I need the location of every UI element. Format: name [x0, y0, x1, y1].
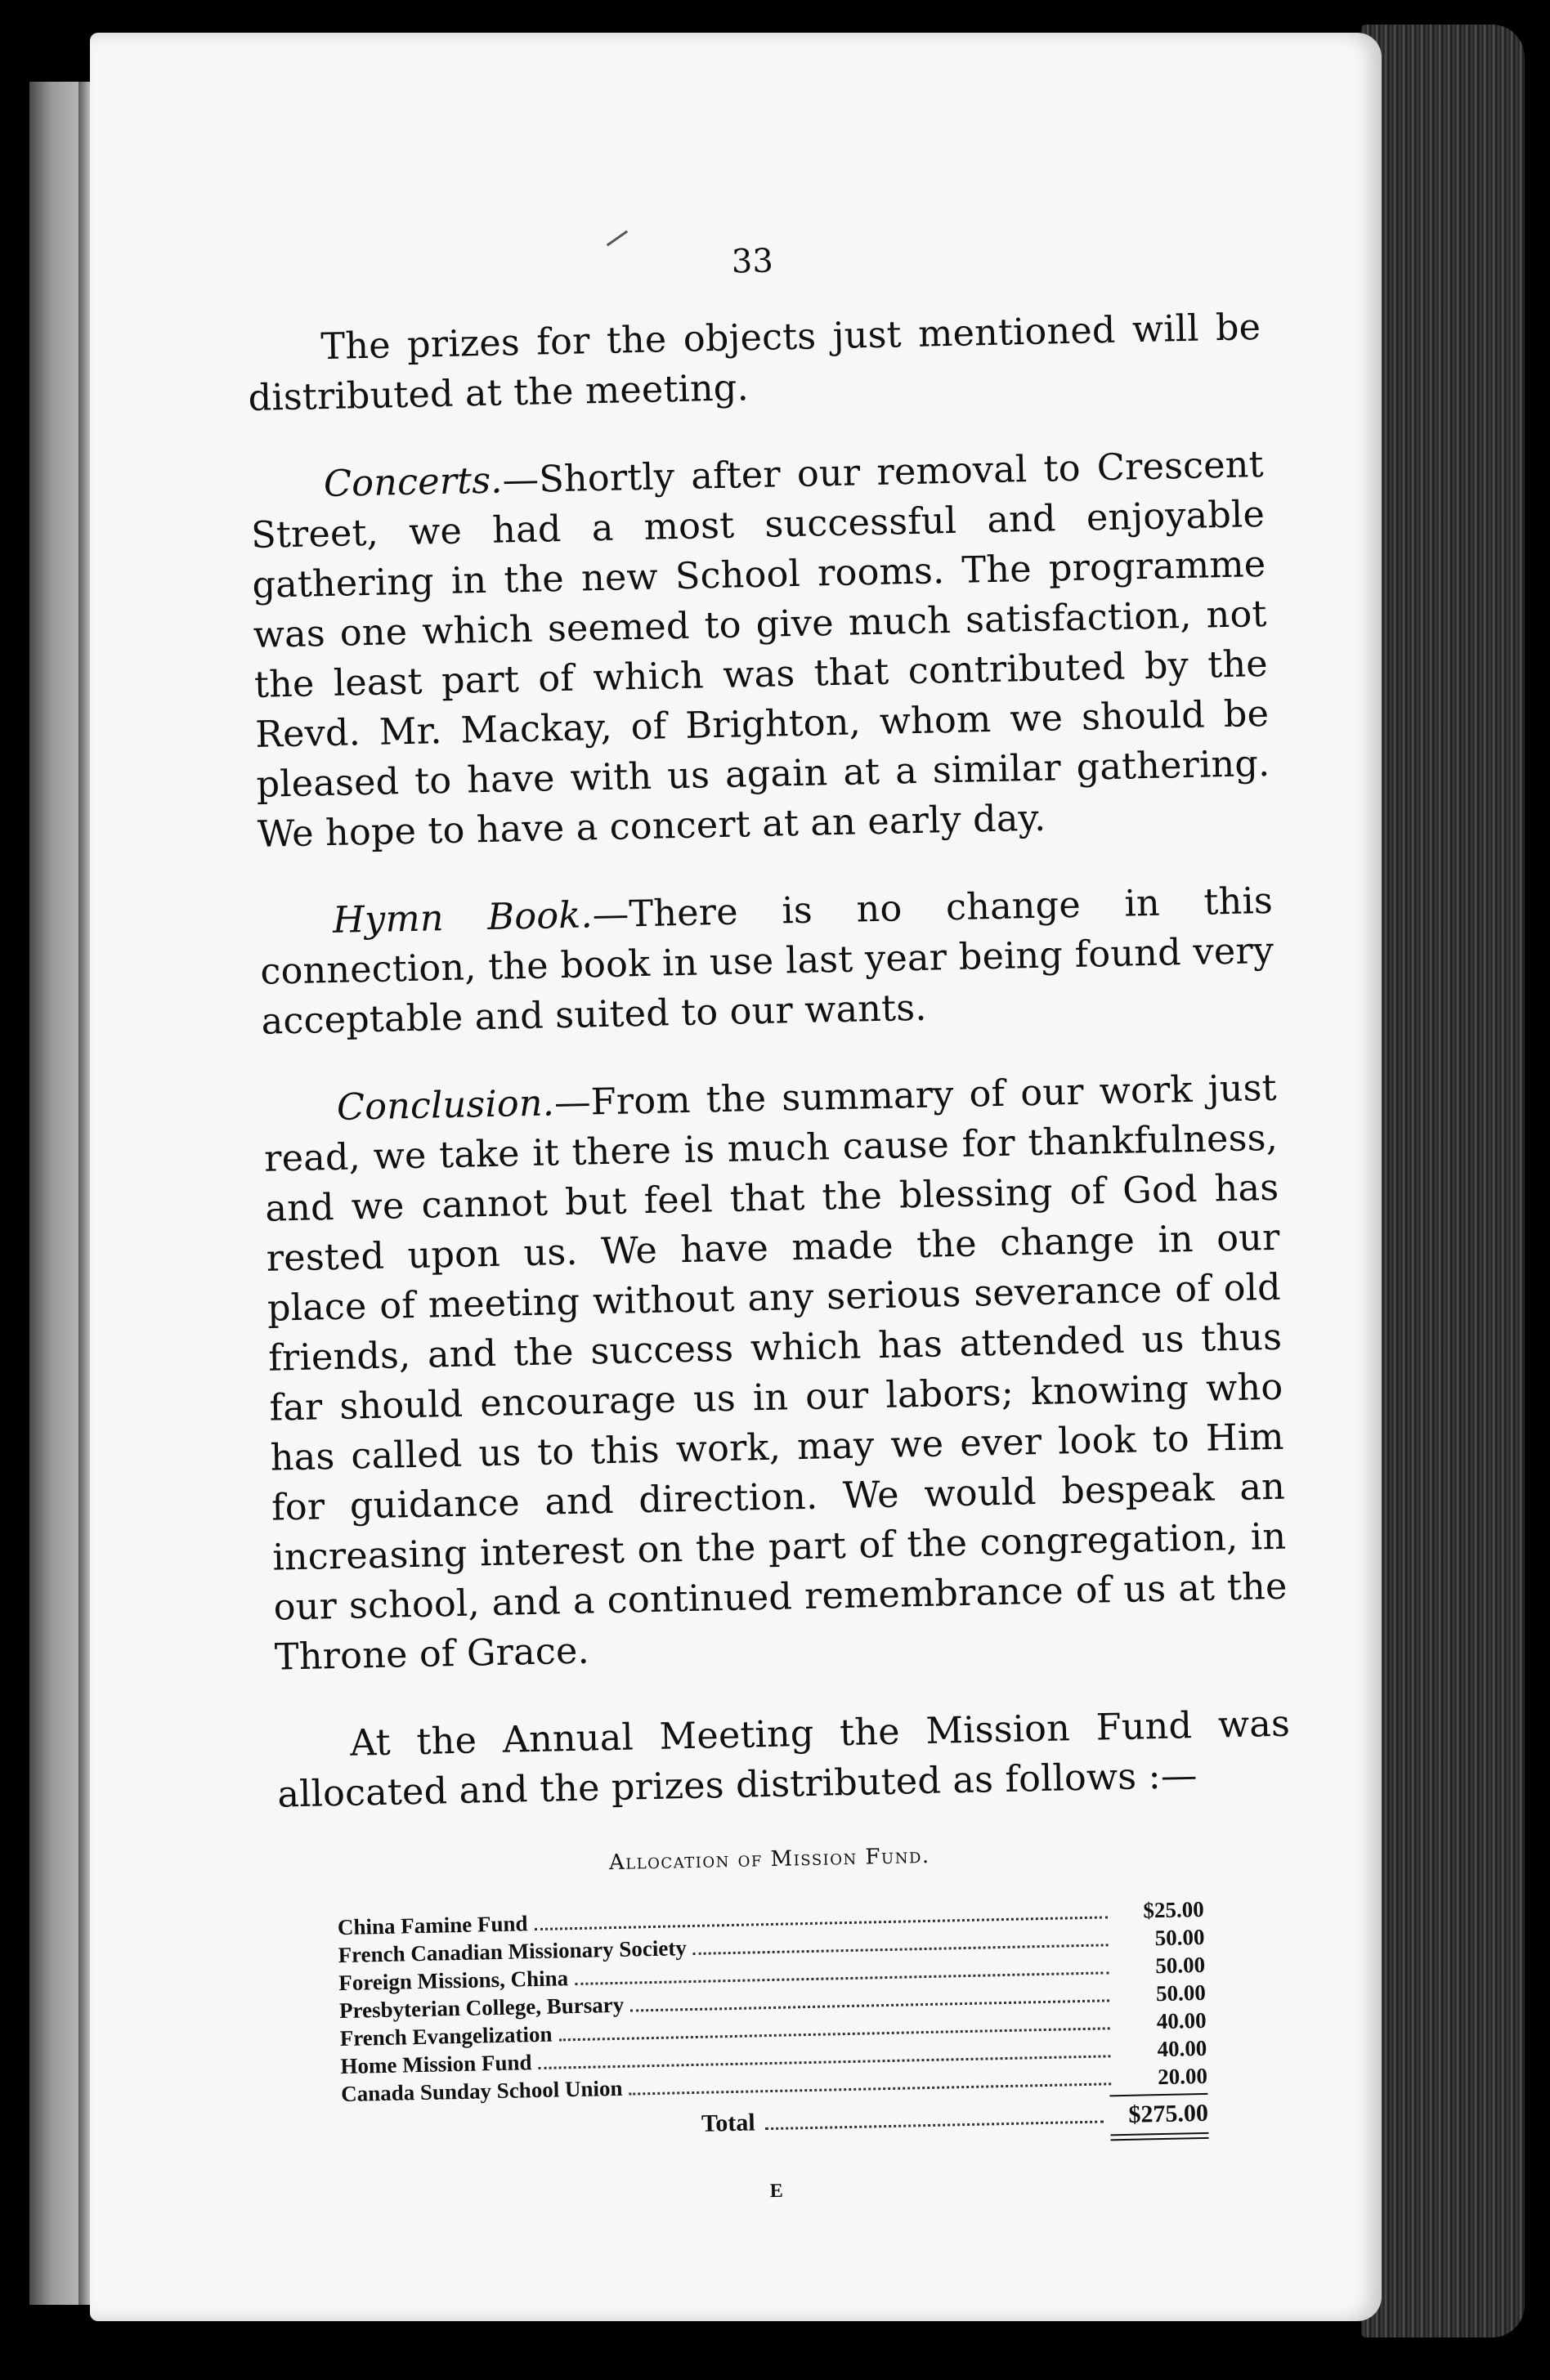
signature-mark: E	[769, 2180, 784, 2203]
dot-leader	[693, 1944, 1109, 1955]
allocation-title: Allocation of Mission Fund.	[608, 1843, 930, 1876]
paragraph-text: At the Annual Meeting the Mission Fund was allocated and the prizes distributed as follows :—	[276, 1702, 1291, 1816]
allocation-table	[336, 1838, 1210, 2212]
row-amount: 40.00	[1157, 2035, 1207, 2062]
paragraph-text: The prizes for the objects just mentioned will be distributed at the meeting.	[248, 306, 1261, 419]
row-label: China Famine Fund	[337, 1911, 528, 1940]
pencil-mark	[607, 230, 628, 247]
total-label: Total	[701, 2109, 755, 2137]
paragraph-hymn-book	[259, 876, 1276, 1047]
row-label: Presbyterian College, Bursary	[338, 1992, 625, 2024]
paragraph-text: —There is no change in this connection, the book in use last year being found very acceptable and suited to our wants.	[259, 879, 1274, 1043]
book-page	[90, 33, 1382, 2321]
paragraph-text: —Shortly after our removal to Crescent Street, we had a most successful and enjoyable gathering in the new School rooms. The programme was one which seemed to give much satisfaction, not the least part of which was that contributed by the Revd. Mr. Mackay, of Brighton, whom we should be pleased to have with us again at a similar gathering. We hope to have a concert at an early day.	[250, 443, 1270, 856]
row-amount: 50.00	[1155, 1980, 1207, 2006]
dot-leader	[629, 2082, 1112, 2095]
paragraph-annual-meeting	[276, 1699, 1292, 1820]
row-label: French Evangelization	[339, 2021, 553, 2051]
dot-leader	[765, 2121, 1104, 2131]
paragraph-prizes	[247, 302, 1262, 423]
page-text-block	[245, 232, 1300, 2212]
total-double-rule	[1110, 2132, 1208, 2141]
row-label: Foreign Missions, China	[338, 1966, 569, 1996]
paragraph-lead: Concerts.	[323, 459, 504, 506]
sum-rule	[1109, 2093, 1207, 2097]
total-amount: $275.00	[1128, 2099, 1209, 2128]
row-label: Canada Sunday School Union	[340, 2075, 623, 2107]
row-label: Home Mission Fund	[340, 2050, 532, 2079]
total-row	[701, 2100, 1209, 2138]
row-label: French Canadian Missionary Society	[338, 1935, 688, 1968]
paragraph-lead: Hymn Book.	[332, 894, 594, 942]
row-amount: 40.00	[1156, 2007, 1207, 2034]
stacked-page-edges	[1361, 25, 1525, 2338]
facing-page-edge	[29, 82, 78, 2305]
paragraph-concerts	[249, 440, 1271, 860]
row-amount: 20.00	[1157, 2063, 1208, 2090]
page-number: 33	[731, 242, 774, 281]
paragraph-text: —From the summary of our work just read, we take it there is much cause for thankfulness, and we cannot but feel that the blessing of God has rested upon us. We have made the change in our place of meeting without any serious severance of old friends, and the success which has attended us thus far should encourage us in our labors; knowing who has called us to this work, may we ever look to Him for guidance and direction. We would bespeak an increasing interest on the part of the congregation, in our school, and a continued remembrance of us at the Throne of Grace.	[263, 1067, 1288, 1679]
paragraph-lead: Conclusion.	[336, 1082, 555, 1129]
paragraph-conclusion	[262, 1063, 1288, 1683]
row-amount: $25.00	[1143, 1896, 1204, 1923]
row-amount: 50.00	[1155, 1952, 1206, 1979]
row-amount: 50.00	[1154, 1924, 1205, 1951]
